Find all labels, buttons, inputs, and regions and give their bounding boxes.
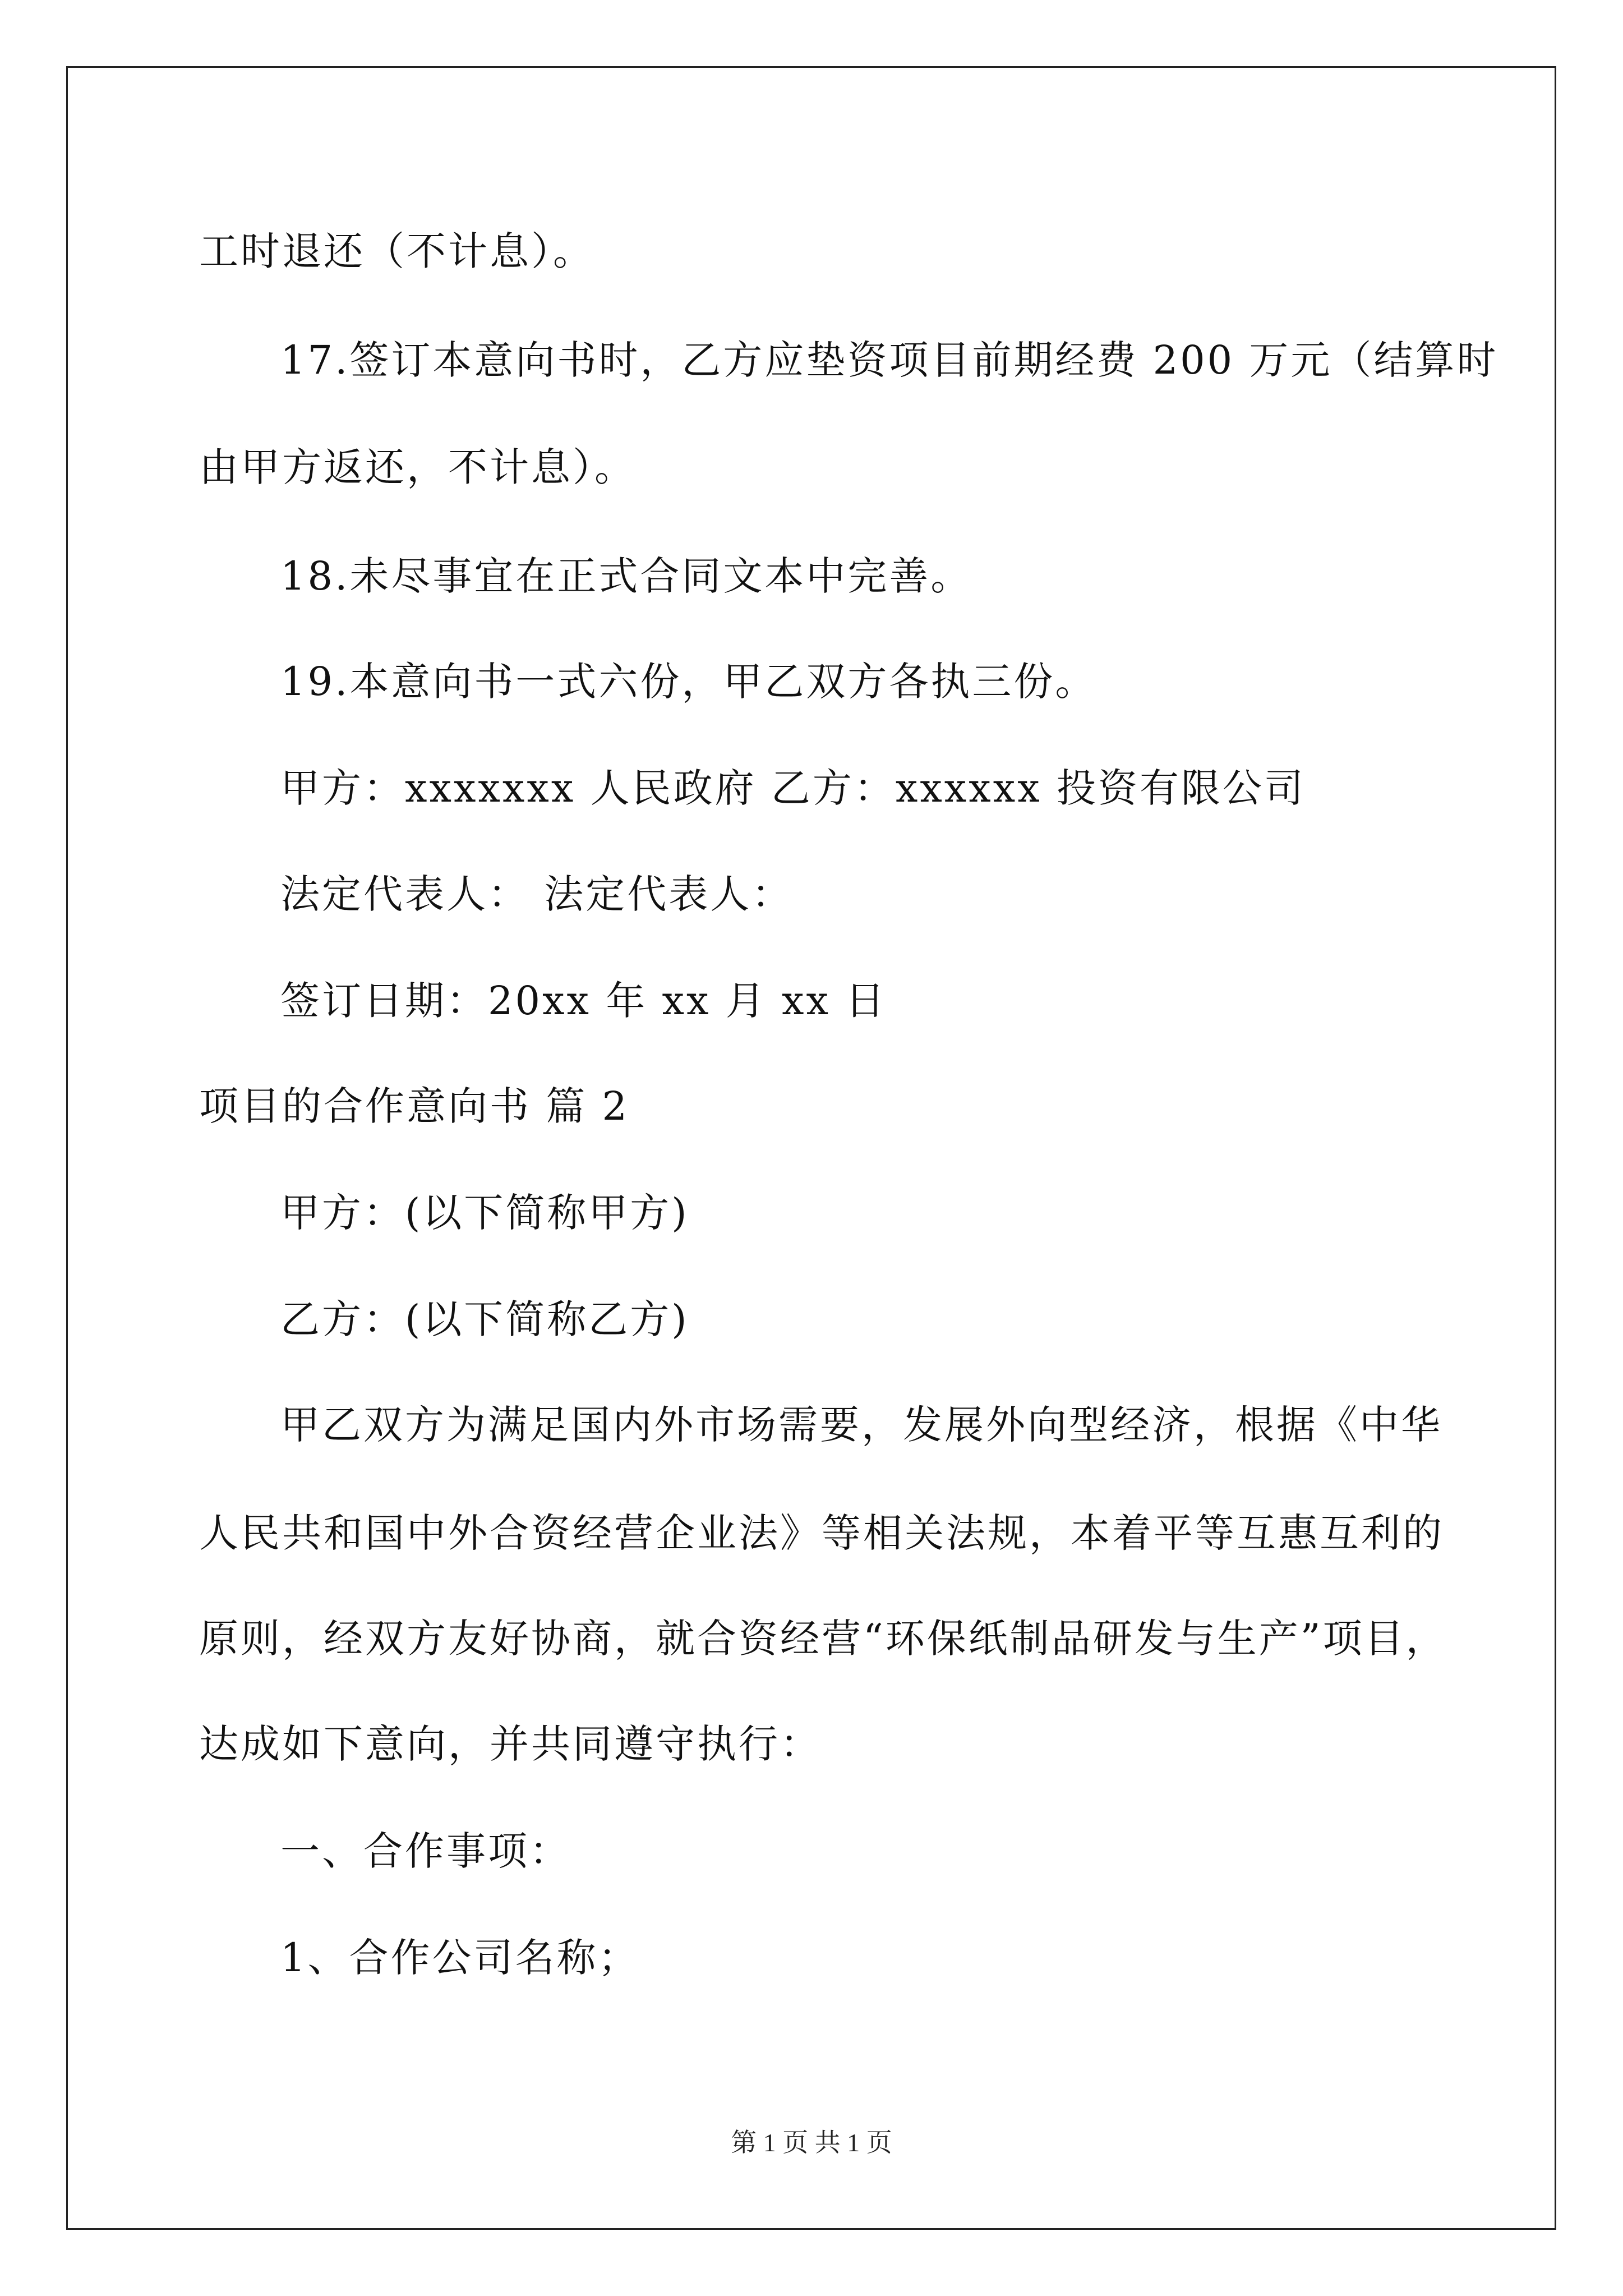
- page-number-footer: 第 1 页 共 1 页: [731, 2128, 892, 2157]
- text-line: 一、合作事项：: [280, 1828, 571, 1874]
- text-line: 甲乙双方为满足国内外市场需要，发展外向型经济，根据《中华: [280, 1402, 1442, 1448]
- page-border: [66, 66, 1556, 2230]
- text-line: 1、合作公司名称；: [280, 1935, 640, 1981]
- text-line: 达成如下意向，并共同遵守执行：: [199, 1721, 822, 1767]
- text-line: 17.签订本意向书时，乙方应垫资项目前期经费 200 万元（结算时: [280, 337, 1498, 383]
- text-line: 由甲方返还，不计息）。: [199, 444, 636, 490]
- text-line: 原则，经双方友好协商，就合资经营“环保纸制品研发与生产”项目，: [199, 1616, 1447, 1662]
- text-line: 甲方：xxxxxxx 人民政府 乙方：xxxxxx 投资有限公司: [280, 765, 1306, 811]
- text-line: 乙方：(以下简称乙方): [280, 1296, 689, 1342]
- section-heading: 项目的合作意向书 篇 2: [199, 1083, 630, 1129]
- text-line: 法定代表人： 法定代表人：: [280, 871, 794, 917]
- text-line: 工时退还（不计息）。: [199, 228, 594, 274]
- text-line: 人民共和国中外合资经营企业法》等相关法规，本着平等互惠互利的: [199, 1510, 1444, 1556]
- text-line: 19.本意向书一式六份，甲乙双方各执三份。: [280, 659, 1097, 705]
- text-line: 甲方：(以下简称甲方): [280, 1190, 689, 1236]
- text-line: 签订日期：20xx 年 xx 月 xx 日: [280, 978, 887, 1024]
- text-line: 18.未尽事宜在正式合同文本中完善。: [280, 553, 972, 599]
